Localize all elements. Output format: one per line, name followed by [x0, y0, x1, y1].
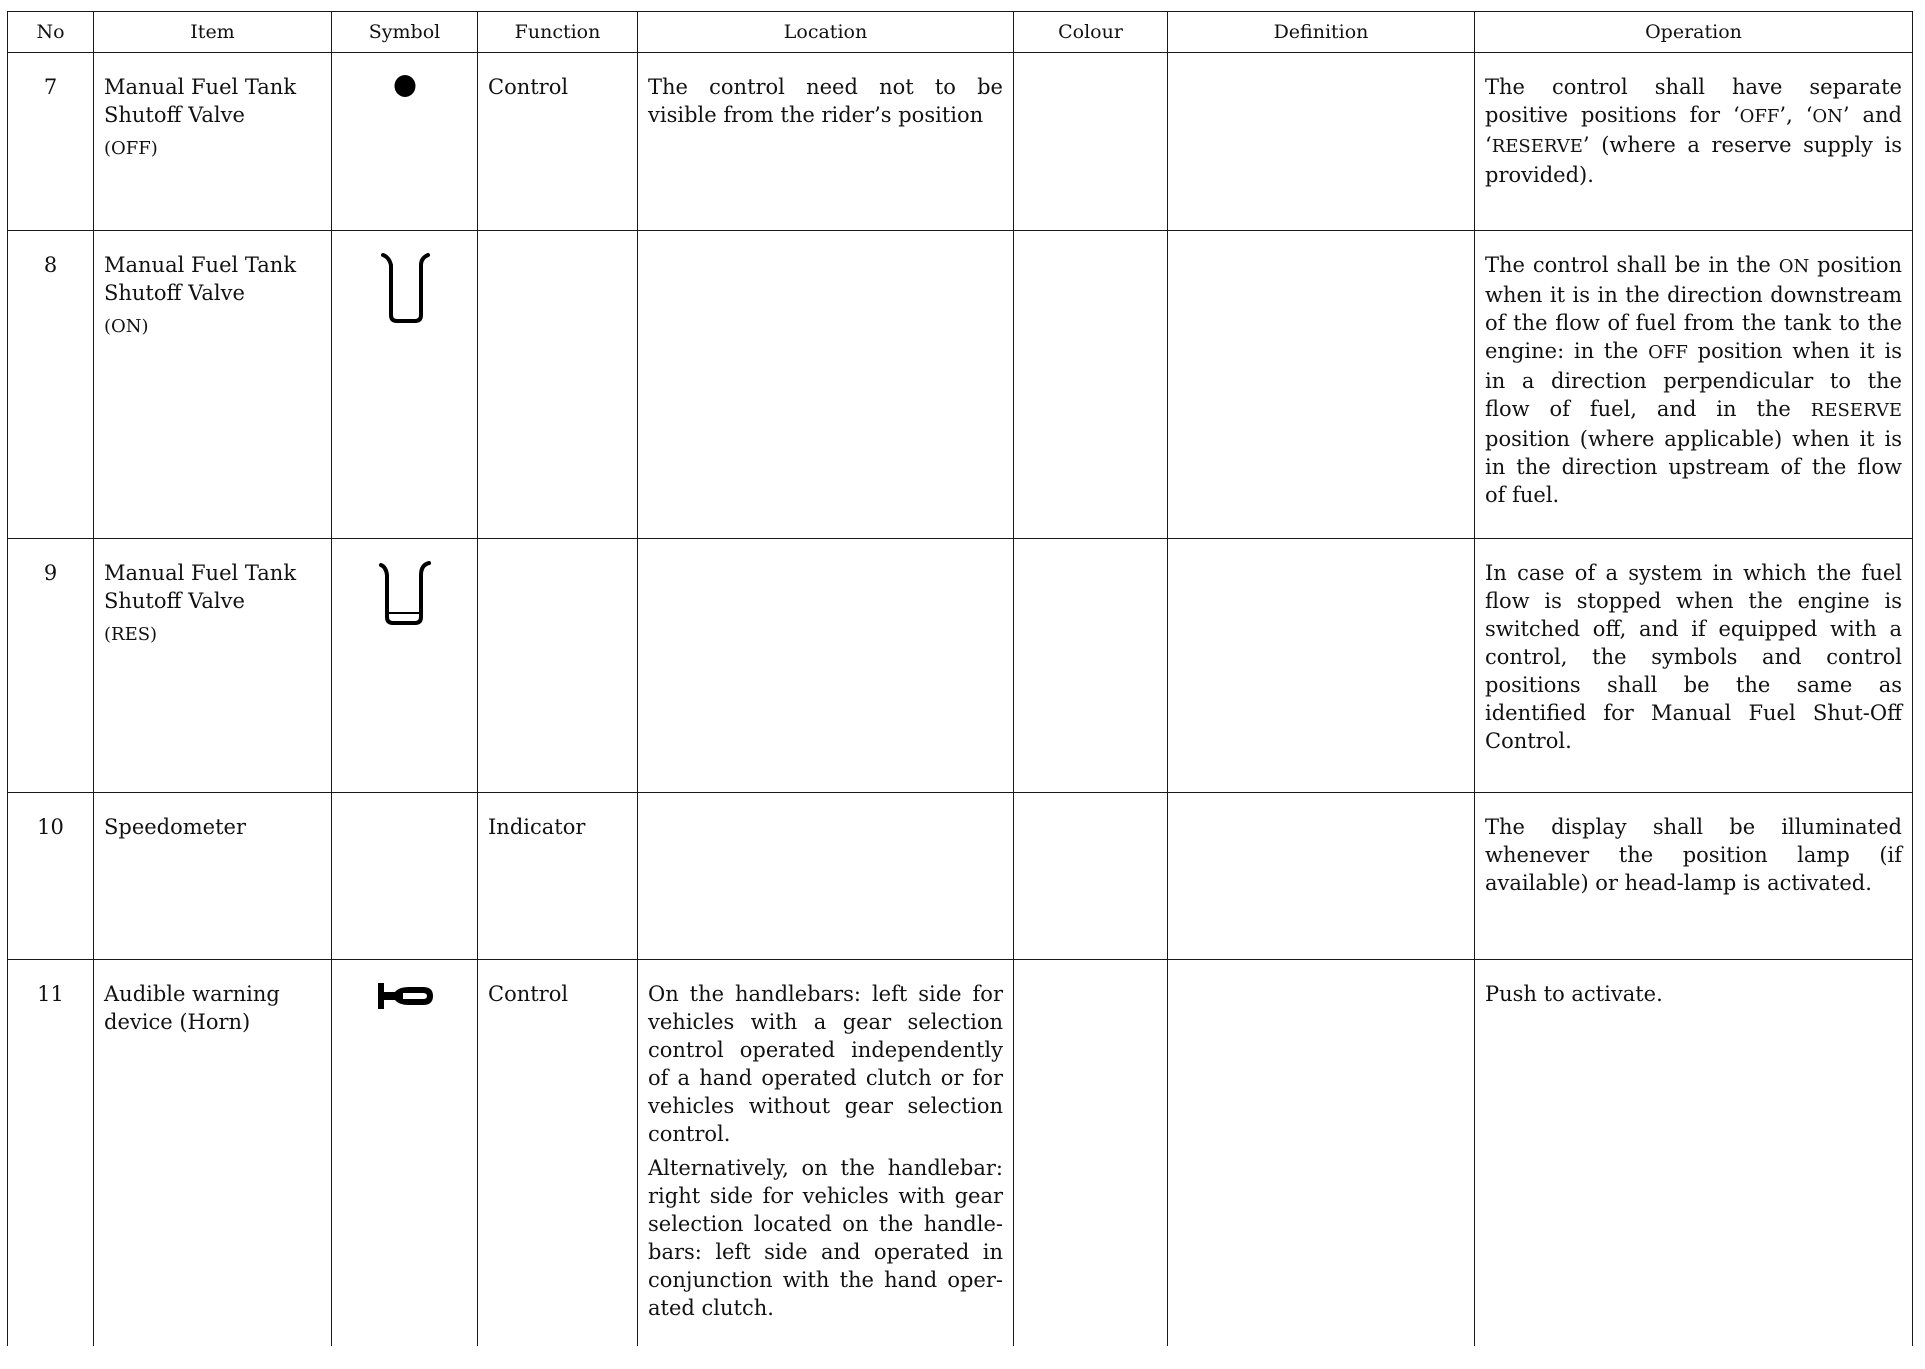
location-cell — [638, 960, 1014, 1346]
header-location: Location — [638, 12, 1014, 53]
symbol-cell — [332, 53, 478, 231]
symbol-cell — [332, 231, 478, 539]
item-position: (RES) — [104, 624, 158, 645]
function-cell — [478, 231, 638, 539]
item-position: (OFF) — [104, 138, 158, 159]
table-header-row — [8, 12, 1913, 53]
colour-cell — [1014, 53, 1168, 231]
controls-specification-table — [7, 11, 1913, 1346]
item-cell — [94, 539, 332, 793]
row-number: 9 — [8, 539, 94, 793]
header-item: Item — [94, 12, 332, 53]
table-row — [8, 793, 1913, 960]
header-operation: Operation — [1475, 12, 1913, 53]
header-symbol: Symbol — [332, 12, 478, 53]
operation-cell: Push to activate. — [1475, 960, 1913, 1346]
function-cell: Control — [478, 53, 638, 231]
function-cell: Control — [478, 960, 638, 1346]
table-row — [8, 53, 1913, 231]
item-cell — [94, 231, 332, 539]
operation-cell: The control shall have separate positive positions for ‘OFF’, ‘ON’ and ‘RESERVE’ (where a reserve supply is provided). — [1475, 53, 1913, 231]
header-definition: Definition — [1168, 12, 1475, 53]
operation-cell: In case of a system in which the fuel flow is stopped when the engine is switched off, and if equipped with a control, the symbols and control positions shall be the same as identified for Manual Fuel Shut-Off Control. — [1475, 539, 1913, 793]
fuel-tank-reserve-icon — [342, 559, 467, 629]
location-cell: The control need not to be visible from the rider’s position — [638, 53, 1014, 231]
item-name: Audible warning device (Horn) — [104, 982, 280, 1034]
item-name: Manual Fuel Tank Shutoff Valve — [104, 561, 297, 613]
header-function: Function — [478, 12, 638, 53]
item-name: Manual Fuel Tank Shutoff Valve — [104, 253, 297, 305]
colour-cell — [1014, 960, 1168, 1346]
header-no: No — [8, 12, 94, 53]
row-number: 8 — [8, 231, 94, 539]
definition-cell — [1168, 793, 1475, 960]
symbol-cell — [332, 793, 478, 960]
table-row — [8, 960, 1913, 1346]
colour-cell — [1014, 231, 1168, 539]
item-cell — [94, 960, 332, 1346]
definition-cell — [1168, 231, 1475, 539]
definition-cell — [1168, 960, 1475, 1346]
horn-icon — [342, 980, 467, 1014]
location-cell — [638, 793, 1014, 960]
colour-cell — [1014, 793, 1168, 960]
table-row — [8, 231, 1913, 539]
location-cell — [638, 231, 1014, 539]
table-row — [8, 539, 1913, 793]
row-number: 7 — [8, 53, 94, 231]
location-paragraph: Alternatively, on the handlebar: right side for vehicles with gear selection located on the handle-bars: left side and operated in conjunction with the hand oper-ated clutch. — [648, 1156, 1003, 1320]
item-name: Speedometer — [104, 815, 247, 839]
symbol-cell — [332, 539, 478, 793]
row-number: 11 — [8, 960, 94, 1346]
operation-cell: The control shall be in the ON position when it is in the direction downstream of the flow of fuel from the tank to the engine: in the OFF position when it is in a direction perpendicular to the flow of fuel, and in the RESERVE position (where applicable) when it is in the direction upstream of the flow of fuel. — [1475, 231, 1913, 539]
header-colour: Colour — [1014, 12, 1168, 53]
definition-cell — [1168, 53, 1475, 231]
function-cell — [478, 539, 638, 793]
item-name: Manual Fuel Tank Shutoff Valve — [104, 75, 297, 127]
colour-cell — [1014, 539, 1168, 793]
item-cell — [94, 53, 332, 231]
item-position: (ON) — [104, 316, 149, 337]
location-cell — [638, 539, 1014, 793]
item-cell — [94, 793, 332, 960]
symbol-cell — [332, 960, 478, 1346]
function-cell: Indicator — [478, 793, 638, 960]
operation-cell: The display shall be illuminated whenever the position lamp (if available) or head-lamp is activated. — [1475, 793, 1913, 960]
filled-dot-icon — [342, 73, 467, 99]
fuel-tank-on-icon — [342, 251, 467, 327]
definition-cell — [1168, 539, 1475, 793]
row-number: 10 — [8, 793, 94, 960]
location-paragraph: On the handlebars: left side for vehicles with a gear selection control operated independently of a hand operated clutch or for vehicles without gear selection control. — [648, 982, 1003, 1146]
